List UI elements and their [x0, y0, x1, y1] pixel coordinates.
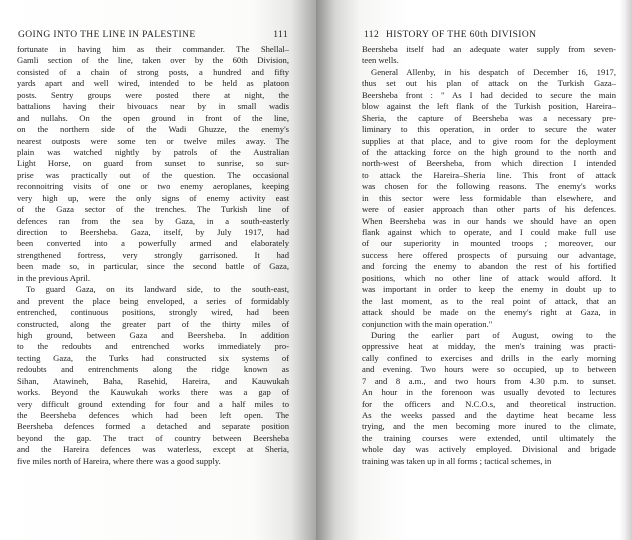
- text-line: liminary to this operation, in order to secure the water: [362, 124, 616, 135]
- text-line: success here offered prospects of pursuing our advantage,: [362, 249, 616, 260]
- text-line: yards apart and well wired, intended to be held as platoon: [17, 78, 289, 89]
- text-line: During the earlier part of August, owing to the: [371, 329, 616, 340]
- text-line: tecting Gaza, the Turks had constructed six systems of: [17, 352, 289, 363]
- text-line: on the northern side of the Wadi Ghuzze, the enemy's: [17, 124, 289, 135]
- text-line: blow against the left flank of the Turkish position, Hareira–: [362, 101, 616, 112]
- text-line: the training courses were extended, until ultimately the: [362, 432, 616, 443]
- text-line: When Beersheba was in our hands we should have an open: [362, 215, 616, 226]
- text-line: very high up, were the only signs of enemy activity east: [17, 192, 289, 203]
- text-line: Beersheba itself had an adequate water supply from seven-: [362, 44, 616, 54]
- text-line: reconnoitring visits of one or two enemy aeroplanes, keeping: [17, 181, 289, 192]
- page-number: 111: [273, 30, 288, 40]
- text-line: and prevent the place being enveloped, a series of formidably: [17, 295, 289, 306]
- text-line: oppressive heat at midday, the men's training was practi-: [362, 341, 616, 352]
- text-line: Light Horse, on guard from sunset to sunrise, so sur-: [17, 158, 289, 169]
- text-line: nearest outposts were some ten or twelve miles away. The: [17, 135, 289, 146]
- text-line: positions, which no other line of attack would afford. It: [362, 272, 616, 283]
- text-line: training was taken up in all forms ; tactical schemes, in: [362, 455, 552, 466]
- running-header-title: GOING INTO THE LINE IN PALESTINE: [18, 30, 196, 40]
- text-line: the last moment, as to the real point of attack, that an: [362, 295, 616, 306]
- running-header-title: HISTORY OF THE 60th DIVISION: [386, 30, 537, 40]
- body-text: [17, 44, 289, 467]
- text-line: for the officers and N.C.O.s, and theoretical instruction.: [362, 398, 616, 409]
- text-line: five miles north of Hareira, where there was a good supply.: [17, 455, 221, 466]
- text-line: constructed, along the greater part of the thirty miles of: [17, 318, 289, 329]
- text-line: consisted of a chain of strong posts, a hundred and fifty: [17, 66, 289, 77]
- text-line: Sihan, Atawineh, Baha, Rasehid, Hareira, and Kauwukah: [17, 375, 289, 386]
- page-number: 112: [364, 30, 380, 40]
- text-line: posts. Sentry groups were posted there at night, the: [17, 89, 289, 100]
- body-text: [362, 44, 616, 467]
- text-line: in this sector were less formidable than elsewhere, and: [362, 192, 616, 203]
- text-line: trying, and the men becoming more inured to the climate,: [362, 421, 616, 432]
- text-line: strengthened fortress, very strongly garrisoned. It had: [17, 249, 289, 260]
- text-line: been made so, in particular, since the second battle of Gaza,: [17, 261, 289, 272]
- text-line: whole day was actively employed. Divisional and brigade: [362, 444, 616, 455]
- page-edge: [626, 0, 632, 540]
- text-line: General Allenby, in his despatch of December 16, 1917,: [371, 66, 616, 77]
- text-line: fortunate in having him as their commander. The Shellal–: [17, 44, 289, 54]
- text-line: in the previous April.: [17, 272, 91, 283]
- text-line: direction to Beersheba. Gaza, itself, by July 1917, had: [17, 227, 289, 237]
- text-line: north-west of Beersheba, from which direction I intended: [362, 158, 616, 169]
- text-line: high ground, between Gaza and Beersheba. In addition: [17, 329, 289, 340]
- text-line: to the redoubts and entrenched works immediately pro-: [17, 341, 289, 352]
- text-line: of our superiority in mounted troops ; moreover, our: [362, 238, 616, 249]
- running-header-left: [18, 30, 288, 40]
- text-line: entrenched, continuous positions, strongly wired, had been: [17, 307, 289, 318]
- text-line: was chosen for the following reasons. The enemy's works: [362, 181, 616, 192]
- text-line: and the Hareira defences was waterless, except at Sheria,: [17, 444, 289, 455]
- text-line: and evening. Two hours were so occupied, up to between: [362, 364, 616, 375]
- text-line: attack should be made on the enemy's right at Gaza, in: [362, 307, 616, 318]
- text-line: been converted into a powerfully armed and elaborately: [17, 238, 289, 249]
- text-line: Gamli section of the line, taken over by the 60th Division,: [17, 55, 289, 66]
- text-line: 7 and 8 a.m., and two hours from 4.30 p.m. to sunset.: [362, 375, 616, 386]
- text-line: very difficult ground extending for four and a half miles to: [17, 398, 289, 409]
- text-line: of the attacking force on the high ground to the north and: [362, 146, 616, 157]
- text-line: flank against which to operate, and I could make full use: [362, 227, 616, 237]
- text-line: were of easier approach than other parts of his defences.: [362, 204, 616, 215]
- text-line: beyond the gap. The tract of country between Beersheba: [17, 432, 289, 443]
- text-line: prise was practically out of the question. The occasional: [17, 169, 289, 180]
- text-line: plain was watched nightly by patrols of the Australian: [17, 146, 289, 157]
- text-line: teen wells.: [362, 55, 399, 66]
- right-page: [316, 0, 632, 540]
- text-line: and forcing the enemy to abandon the rest of his fortified: [362, 261, 616, 272]
- text-line: defences ran from the sea by Gaza, in a south-easterly: [17, 215, 289, 226]
- text-line: thus set out his plan of attack on the Turkish Gaza–: [362, 78, 616, 89]
- text-line: Beersheba front : " As I had decided to secure the main: [362, 89, 616, 100]
- text-line: Sheria, the capture of Beersheba was a necessary pre-: [362, 112, 616, 123]
- text-line: of the Gaza sector of the trenches. The Turkish line of: [17, 204, 289, 215]
- text-line: An hour in the forenoon was usually devoted to lectures: [362, 387, 616, 398]
- text-line: and nullahs. On the open ground in front of the line,: [17, 112, 289, 123]
- text-line: the Beersheba defences which had been left open. The: [17, 410, 289, 420]
- text-line: cally confined to exercises and drills in the early morning: [362, 352, 616, 363]
- text-line: was important in order to keep the enemy in doubt up to: [362, 284, 616, 295]
- text-line: Beersheba defences formed a detached and separate position: [17, 421, 289, 432]
- text-line: supplies at that place, and to give room for the deployment: [362, 135, 616, 146]
- text-line: works. Beyond the Kauwukah works there was a gap of: [17, 387, 289, 398]
- text-line: to attack the Hareira–Sheria line. This front of attack: [362, 169, 616, 180]
- text-line: battalions having their bivouacs near by in small wadis: [17, 101, 289, 112]
- text-line: As the weeks passed and the daytime heat became less: [362, 410, 616, 420]
- text-line: To guard Gaza, on its landward side, to the south-east,: [26, 284, 289, 295]
- text-line: redoubts and entrenchments along the ridge known as: [17, 364, 289, 375]
- text-line: conjunction with the main operation.": [362, 318, 493, 329]
